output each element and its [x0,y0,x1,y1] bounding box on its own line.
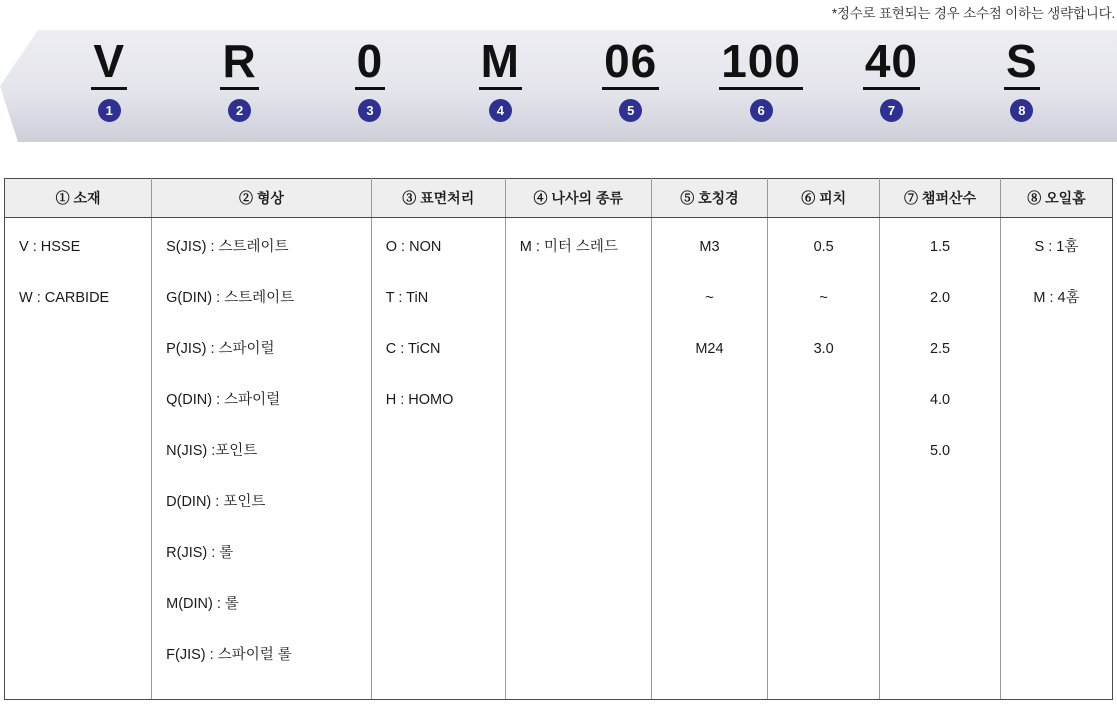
code-char-6: 100 [719,38,803,90]
list-item: D(DIN) : 포인트 [166,494,266,510]
code-char-4: M [479,38,522,90]
code-badge-6: 6 [750,99,773,122]
list-item: 0.5 [813,239,834,255]
code-cell-8 [957,35,1087,122]
list-item: 3.0 [813,341,834,357]
surface-option-list [372,218,505,417]
list-item: C : TiCN [385,341,441,357]
list-item: G(DIN) : 스트레이트 [166,290,295,306]
list-item: 5.0 [929,443,951,459]
list-item: T : TiN [385,290,429,306]
list-item: M : 미터 스레드 [519,239,618,255]
col-header-shape: ② 형상 [152,179,372,218]
list-item: ~ [705,290,714,306]
pitch-option-list [768,218,879,366]
code-badge-7: 7 [880,99,903,122]
cell-thread-type [505,218,651,700]
code-badge-1: 1 [98,99,121,122]
footnote-text: *정수로 표현되는 경우 소수점 이하는 생략합니다. [831,6,1115,21]
list-item: ~ [819,290,828,306]
list-item: S : 1홈 [1034,239,1079,255]
list-item: V : HSSE [19,239,81,255]
col-header-oil-groove: ⑧ 오일홈 [1000,179,1112,218]
oil-groove-option-list [1001,218,1112,315]
list-item: 1.5 [929,239,951,255]
shape-option-list [152,218,371,672]
cell-nominal-diameter [651,218,767,700]
cell-pitch [768,218,880,700]
code-char-3: 0 [355,38,386,90]
nominal-diameter-option-list [652,218,767,366]
code-cell-3 [305,35,435,122]
product-code-banner [0,30,1117,142]
spec-table-wrapper [4,178,1113,700]
chamfer-option-list [880,218,1000,468]
list-item: M24 [695,341,724,357]
code-cell-1 [44,35,174,122]
code-char-2: R [220,38,258,90]
list-item: M : 4홈 [1033,290,1080,306]
list-item: W : CARBIDE [19,290,110,306]
code-char-5: 06 [602,38,659,90]
col-header-nominal-dia: ⑤ 호칭경 [651,179,767,218]
code-cell-2 [174,35,304,122]
code-badge-5: 5 [619,99,642,122]
table-body-row [5,218,1113,700]
list-item: S(JIS) : 스트레이트 [166,239,289,255]
col-header-thread-type: ④ 나사의 종류 [505,179,651,218]
code-char-1: V [91,38,127,90]
code-badge-2: 2 [228,99,251,122]
cell-surface-treatment [371,218,505,700]
list-item: 2.5 [929,341,951,357]
material-option-list [5,218,151,315]
cell-chamfer [880,218,1001,700]
cell-oil-groove [1000,218,1112,700]
code-cell-7 [826,35,956,122]
col-header-material: ① 소재 [5,179,152,218]
code-cell-6 [696,35,826,122]
list-item: P(JIS) : 스파이럴 [166,341,275,357]
code-cell-4 [435,35,565,122]
list-item: 2.0 [929,290,951,306]
table-header-row [5,179,1113,218]
list-item: M3 [699,239,720,255]
code-badge-4: 4 [489,99,512,122]
code-char-8: S [1004,38,1040,90]
cell-shape [152,218,372,700]
list-item: F(JIS) : 스파이럴 롤 [166,647,292,663]
list-item: N(JIS) :포인트 [166,443,258,459]
code-badge-8: 8 [1010,99,1033,122]
list-item: Q(DIN) : 스파이럴 [166,392,281,408]
thread-type-option-list [506,218,651,264]
col-header-surface: ③ 표면처리 [371,179,505,218]
list-item: H : HOMO [385,392,454,408]
col-header-chamfer: ⑦ 챔퍼산수 [880,179,1001,218]
list-item: 4.0 [929,392,951,408]
list-item: O : NON [385,239,442,255]
spec-table [4,178,1113,700]
list-item: R(JIS) : 롤 [166,545,234,561]
cell-material [5,218,152,700]
code-cell-5 [566,35,696,122]
code-char-7: 40 [863,38,920,90]
code-badge-3: 3 [358,99,381,122]
list-item: M(DIN) : 롤 [166,596,239,612]
code-cell-row [0,30,1117,142]
col-header-pitch: ⑥ 피치 [768,179,880,218]
